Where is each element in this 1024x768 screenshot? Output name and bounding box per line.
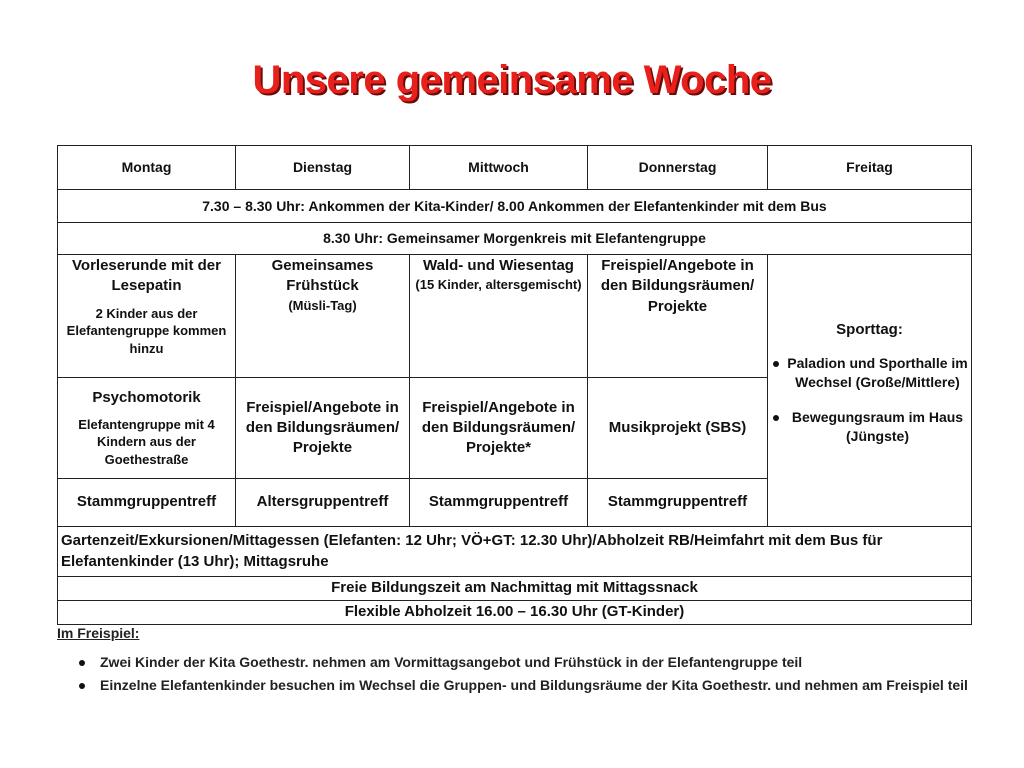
day-header-wednesday: Mittwoch bbox=[410, 146, 588, 190]
friday-sports-cell bbox=[768, 255, 972, 527]
wednesday-forest-detail: (15 Kinder, altersgemischt) bbox=[415, 277, 582, 293]
arrival-row: 7.30 – 8.30 Uhr: Ankommen der Kita-Kinder/ 8.00 Ankommen der Elefantenkinder mit dem Bus bbox=[58, 190, 972, 223]
page-title: Unsere gemeinsame Woche bbox=[252, 58, 772, 102]
pickup-row: Flexible Abholzeit 16.00 – 16.30 Uhr (GT-Kinder) bbox=[58, 601, 972, 625]
thursday-group-meeting: Stammgruppentreff bbox=[588, 479, 768, 527]
day-header-monday: Montag bbox=[58, 146, 236, 190]
tuesday-breakfast-detail: (Müsli-Tag) bbox=[288, 297, 357, 313]
weekday-header-row bbox=[58, 146, 972, 190]
tuesday-freeplay-cell bbox=[236, 378, 410, 479]
afternoon-row: Freie Bildungszeit am Nachmittag mit Mittagssnack bbox=[58, 577, 972, 601]
morning-circle-row: 8.30 Uhr: Gemeinsamer Morgenkreis mit Elefantengruppe bbox=[58, 223, 972, 255]
tuesday-group-meeting: Altersgruppentreff bbox=[236, 479, 410, 527]
monday-psychomotor-cell bbox=[58, 378, 236, 479]
wednesday-forest-title: Wald- und Wiesentag bbox=[423, 257, 574, 274]
monday-psychomotor-title: Psychomotorik bbox=[92, 388, 201, 406]
friday-sports-list bbox=[771, 354, 968, 446]
thursday-freeplay-cell bbox=[588, 255, 768, 378]
garden-time-row: Gartenzeit/Exkursionen/Mittagessen (Elefanten: 12 Uhr; VÖ+GT: 12.30 Uhr)/Abholzeit RB/Heimfahrt mit dem Bus für Elefantenkinder (13 Uhr); Mittagsruhe bbox=[58, 527, 972, 577]
friday-sports-item: Bewegungsraum im Haus (Jüngste) bbox=[771, 408, 968, 446]
thursday-music-title: Musikprojekt (SBS) bbox=[608, 418, 747, 436]
notes-list bbox=[57, 651, 971, 697]
thursday-freeplay-title: Freispiel/Angebote in den Bildungsräumen/ Projekte bbox=[600, 257, 755, 315]
friday-sports-title: Sporttag: bbox=[836, 320, 903, 338]
freeplay-notes bbox=[57, 625, 971, 697]
friday-sports-item: Paladion und Sporthalle im Wechsel (Große/Mittlere) bbox=[771, 354, 968, 392]
weekly-schedule-table bbox=[57, 145, 972, 625]
notes-item: Einzelne Elefantenkinder besuchen im Wechsel die Gruppen- und Bildungsräume der Kita Goethestr. und nehmen am Freispiel teil bbox=[57, 674, 971, 697]
thursday-music-cell bbox=[588, 378, 768, 479]
tuesday-freeplay-title: Freispiel/Angebote in den Bildungsräumen/ Projekte bbox=[245, 398, 400, 457]
day-header-thursday: Donnerstag bbox=[588, 146, 768, 190]
monday-psychomotor-detail: Elefantengruppe mit 4 Kindern aus der Goethestraße bbox=[78, 416, 215, 467]
monday-reading-cell bbox=[58, 255, 236, 378]
monday-reading-title: Vorleserunde mit der Lesepatin bbox=[72, 257, 221, 295]
tuesday-breakfast-title: Gemeinsames Frühstück bbox=[271, 257, 374, 295]
notes-heading: Im Freispiel: bbox=[57, 625, 140, 641]
monday-group-meeting: Stammgruppentreff bbox=[58, 479, 236, 527]
monday-reading-detail: 2 Kinder aus der Elefantengruppe kommen hinzu bbox=[66, 305, 227, 356]
wednesday-forest-cell bbox=[410, 255, 588, 378]
notes-item: Zwei Kinder der Kita Goethestr. nehmen am Vormittagsangebot und Frühstück in der Elefantengruppe teil bbox=[57, 651, 971, 674]
tuesday-breakfast-cell bbox=[236, 255, 410, 378]
day-header-tuesday: Dienstag bbox=[236, 146, 410, 190]
day-header-friday: Freitag bbox=[768, 146, 972, 190]
wednesday-freeplay-title: Freispiel/Angebote in den Bildungsräumen/ Projekte* bbox=[421, 398, 576, 457]
wednesday-group-meeting: Stammgruppentreff bbox=[410, 479, 588, 527]
wednesday-freeplay-cell bbox=[410, 378, 588, 479]
